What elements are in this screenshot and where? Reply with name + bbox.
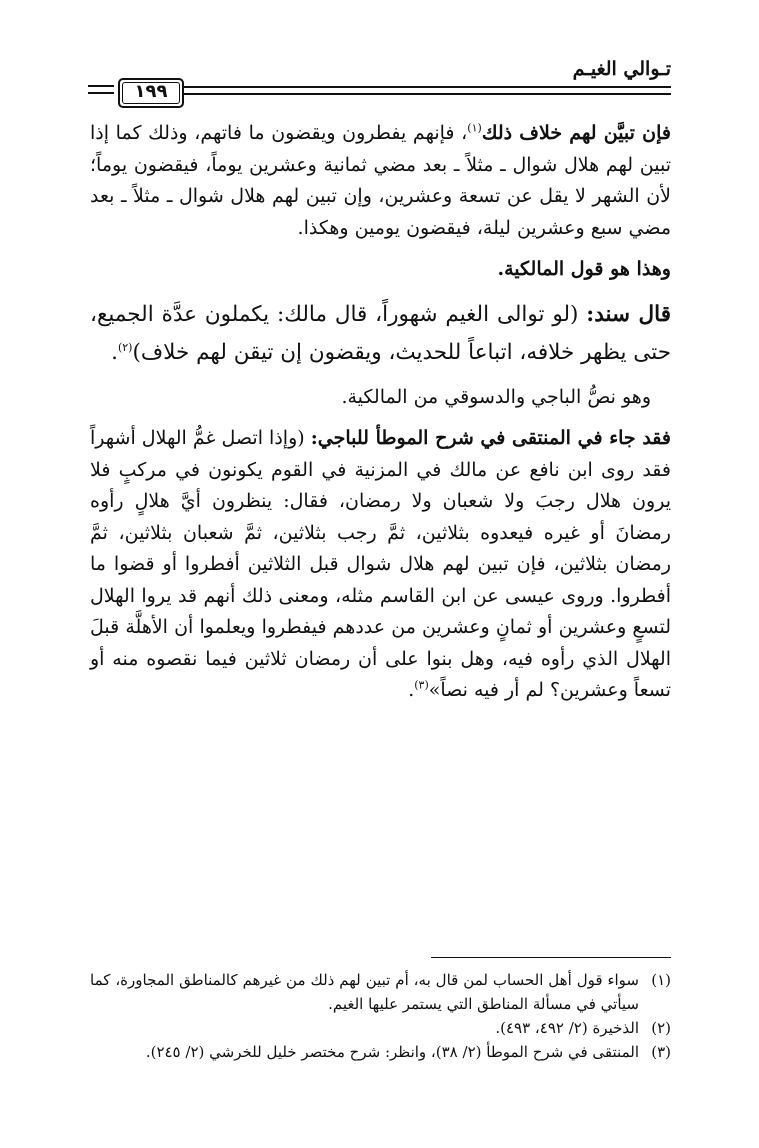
header-rule-left <box>88 85 114 87</box>
footnote-text: المنتقى في شرح الموطأ (٢/ ٣٨)، وانظر: شرح مختصر خليل للخرشي (٢/ ٢٤٥). <box>145 1043 639 1061</box>
header-rule-right <box>184 86 671 88</box>
paragraph-5 <box>90 423 671 707</box>
paragraph-1 <box>90 118 671 244</box>
running-title: تـوالي الغيـم <box>572 58 671 80</box>
footnote-1 <box>90 968 671 1016</box>
footnote-ref-2: (٢) <box>117 340 133 354</box>
footnote-ref-3: (٣) <box>414 678 429 692</box>
footnotes <box>90 968 671 1064</box>
paragraph-3-text: (لو توالى الغيم شهوراً، قال مالك: يكملون عدَّة الجميع، حتى يظهر خلافه، اتباعاً للحديث، ويقضون إن تيقن لهم خلاف) <box>90 301 671 365</box>
footnote-divider <box>431 957 671 958</box>
paragraph-3-lead: قال سند: <box>586 301 671 327</box>
paragraph-1-lead: فإن تبيَّن لهم خلاف ذلك <box>481 122 672 144</box>
paragraph-5-text: (وإذا اتصل غمُّ الهلال أشهراً فقد روى ابن نافع عن مالك في المزنية في القوم يكونون في مركبٍ فلا يرون هلال رجبَ ولا شعبان ولا رمضان، فقال: ينظرون أيَّ هلالٍ رأوه رمضانَ أو غيره فيعدوه بثلاثين، ثمَّ رجب بثلاثين، ثمَّ شعبان بثلاثين، ثمَّ رمضان بثلاثين، فإن تبين لهم هلال شوال قبل الثلاثين أفطروا أو قضوا ما أفطروا. وروى عيسى عن ابن القاسم مثله، ومعنى ذلك أنهم قد يروا الهلال لتسعٍ وعشرين أو ثمانٍ وعشرين من عددهم فيفطروا ويعلموا أن الأهلَّة قبلَ الهلال الذي رأوه فيه، وهل بنوا على أن رمضان ثلاثين فيما نقصوه منه أو تسعاً وعشرين؟ لم أر فيه نصاً» <box>90 427 671 701</box>
footnote-text: سواء قول أهل الحساب لمن قال به، أم تبين لهم ذلك من غيرهم كالمناطق المجاورة، كما سيأتي في مسألة المناطق التي يستمر عليها الغيم. <box>90 971 639 1013</box>
paragraph-3-end: . <box>111 339 118 365</box>
footnote-text: الذخيرة (٢/ ٤٩٢، ٤٩٣). <box>495 1019 639 1037</box>
footnote-number: (٣) <box>651 1043 671 1061</box>
paragraph-5-end: . <box>408 679 415 701</box>
page-number: ١٩٩ <box>118 78 184 108</box>
paragraph-5-lead: فقد جاء في المنتقى في شرح الموطأ للباجي: <box>310 427 671 449</box>
footnote-ref-1: (١) <box>467 121 482 135</box>
paragraph-4: وهو نصُّ الباجي والدسوقي من المالكية. <box>341 385 651 408</box>
footnote-number: (٢) <box>651 1019 671 1037</box>
page-header <box>88 58 671 108</box>
paragraph-2: وهذا هو قول المالكية. <box>497 258 671 280</box>
paragraph-3 <box>90 296 671 372</box>
footnote-2 <box>90 1016 671 1040</box>
footnote-number: (١) <box>651 971 671 989</box>
main-text <box>90 118 671 717</box>
paragraph-1-text: ، فإنهم يفطرون ويقضون ما فاتهم، وذلك كما إذا تبين لهم هلال شوال ـ مثلاً ـ بعد مضي ثمانية وعشرين يوماً، فيقضون يوماً؛ لأن الشهر لا يقل عن تسعة وعشرين، وإن تبين لهم هلال شوال ـ مثلاً ـ بعد مضي سبع وعشرين ليلة، فيقضون يومين وهكذا. <box>90 122 671 239</box>
footnote-3 <box>90 1040 671 1064</box>
